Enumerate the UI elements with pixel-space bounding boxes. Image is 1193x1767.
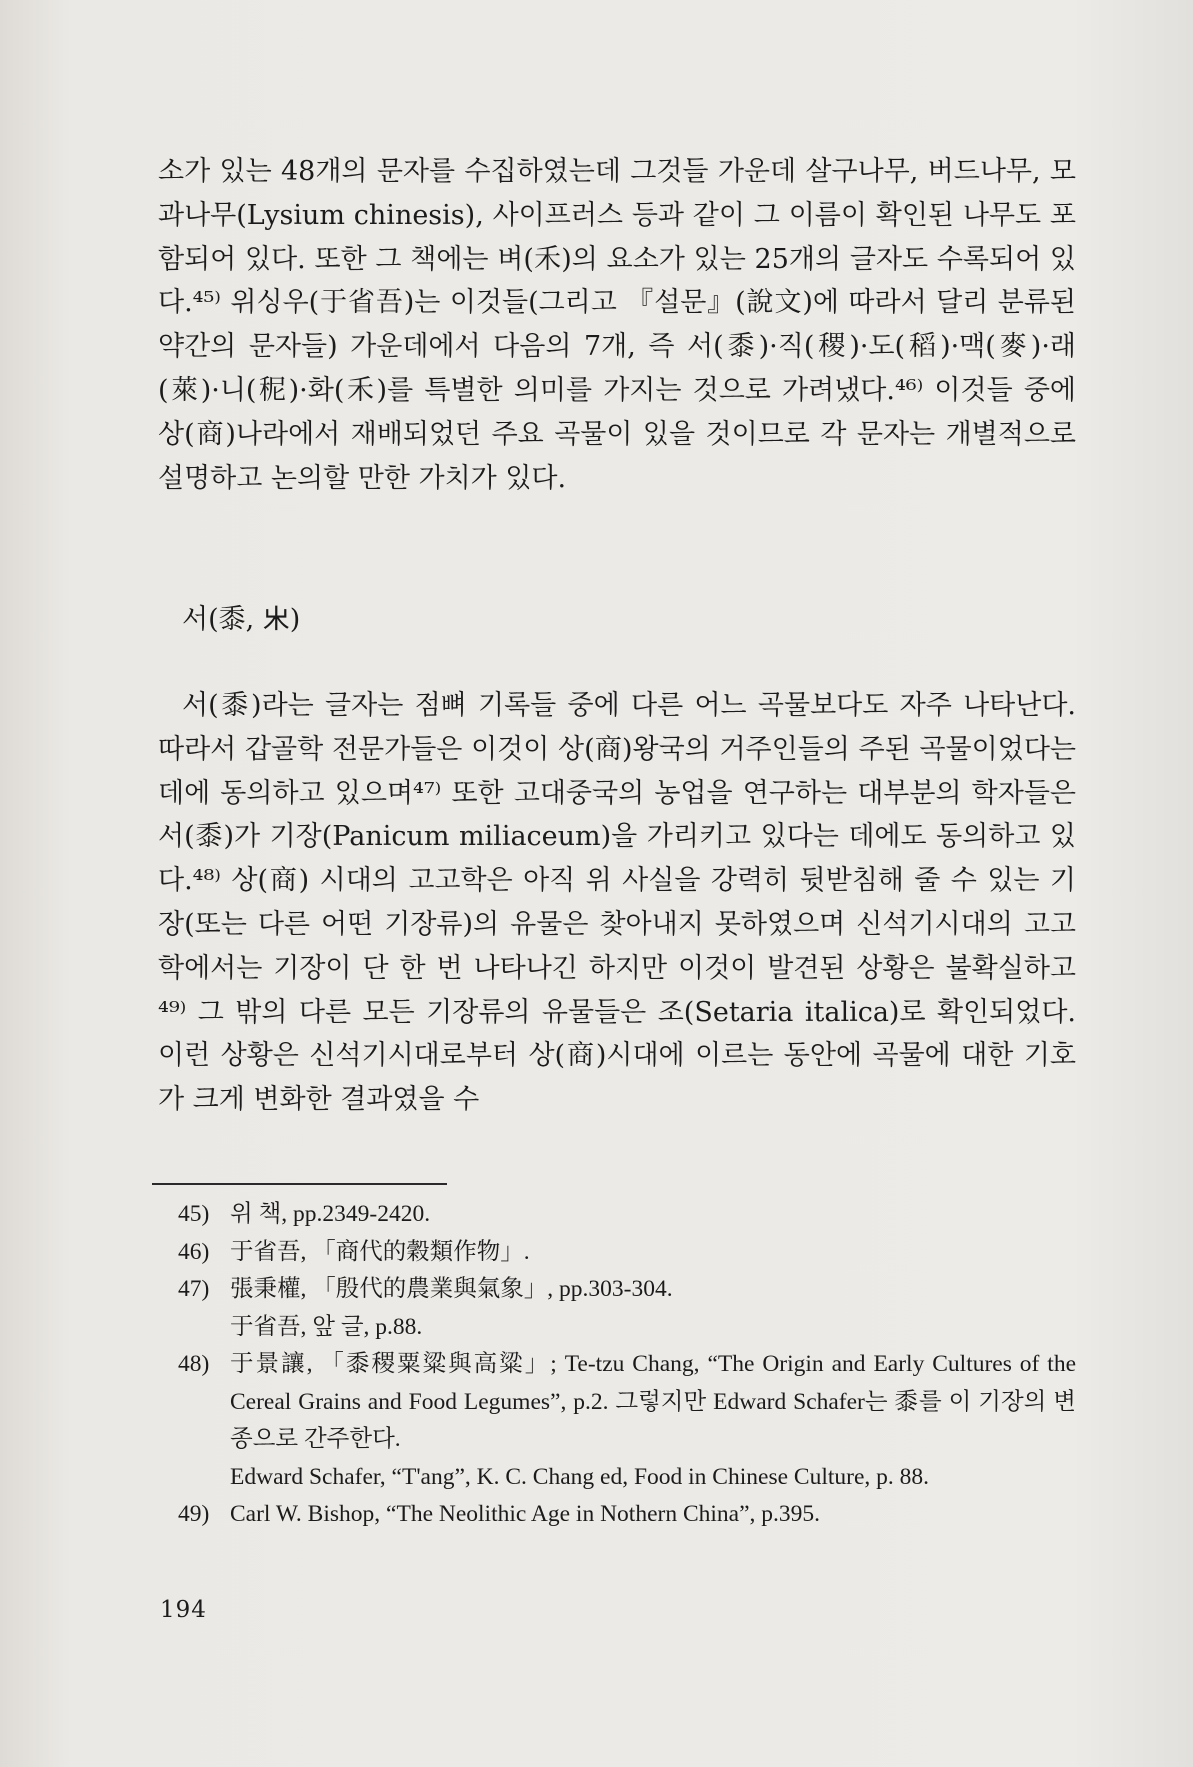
footnote-number: 45) [178, 1201, 210, 1227]
footnote-text [230, 1196, 1076, 1234]
footnote-text [230, 1346, 1076, 1496]
footnote-line: Carl W. Bishop, “The Neolithic Age in Nothern China”, p.395. [230, 1501, 821, 1527]
footnote-45 [178, 1196, 1076, 1234]
paragraph-continued [158, 150, 1076, 500]
footnote-line: 張秉權, 「殷代的農業與氣象」, pp.303-304. [230, 1276, 673, 1302]
footnote-47 [178, 1271, 1076, 1346]
footnote-line: 于省吾, 「商代的穀類作物」. [230, 1238, 530, 1265]
footnote-number: 48) [178, 1351, 210, 1377]
footnote-text [230, 1271, 1076, 1346]
paragraph-text: 소가 있는 48개의 문자를 수집하였는데 그것들 가운데 살구나무, 버드나무, 모과나무(Lysium chinesis), 사이프러스 등과 같이 그 이름이 확인된 나무도 포함되어 있다. 또한 그 책에는 벼(禾)의 요소가 있는 25개의 글자도 수록되어 있다.⁴⁵⁾ 위싱우(于省吾)는 이것들(그리고 『설문』(說文)에 따라서 달리 분류된 약간의 문자들) 가운데에서 다음의 7개, 즉 서(黍)·직(稷)·도(稻)·맥(麥)·래(萊)·니(秜)·화(禾)를 특별한 의미를 가지는 것으로 가려냈다.⁴⁶⁾ 이것들 중에 상(商)나라에서 재배되었던 주요 곡물이 있을 것이므로 각 문자는 개별적으로 설명하고 논의할 만한 가치가 있다. [158, 156, 1076, 494]
footnote-number: 49) [178, 1501, 210, 1527]
page-number: 194 [160, 1597, 207, 1623]
footnote-divider [152, 1183, 447, 1185]
footnote-49 [178, 1496, 1076, 1534]
footnote-number: 47) [178, 1276, 210, 1302]
footnote-line: 위 책, pp.2349-2420. [230, 1201, 431, 1227]
paragraph-text: 서(黍)라는 글자는 점뼈 기록들 중에 다른 어느 곡물보다도 자주 나타난다. 따라서 갑골학 전문가들은 이것이 상(商)왕국의 거주인들의 주된 곡물이었다는 데에 동의하고 있으며⁴⁷⁾ 또한 고대중국의 농업을 연구하는 대부분의 학자들은 서(黍)가 기장(Panicum miliaceum)을 가리키고 있다는 데에도 동의하고 있다.⁴⁸⁾ 상(商) 시대의 고고학은 아직 위 사실을 강력히 뒷받침해 줄 수 있는 기장(또는 다른 어떤 기장류)의 유물은 찾아내지 못하였으며 신석기시대의 고고학에서는 기장이 단 한 번 나타나긴 하지만 이것이 발견된 상황은 불확실하고⁴⁹⁾ 그 밖의 다른 모든 기장류의 유물들은 조(Setaria italica)로 확인되었다. 이런 상황은 신석기시대로부터 상(商)시대에 이르는 동안에 곡물에 대한 기호가 크게 변화한 결과였을 수 [158, 690, 1076, 1116]
section-heading: 서(黍, 𣎵) [182, 604, 301, 635]
footnote-line: Edward Schafer, “T'ang”, K. C. Chang ed, Food in Chinese Culture, p. 88. [230, 1463, 930, 1490]
footnote-46 [178, 1234, 1076, 1272]
footnote-number: 46) [178, 1238, 210, 1265]
footnote-48 [178, 1346, 1076, 1496]
footnote-text [230, 1234, 1076, 1272]
footnote-list [178, 1196, 1076, 1534]
footnote-text [230, 1496, 1076, 1534]
footnote-line: 于景讓, 「黍稷粟粱與高粱」; Te-tzu Chang, “The Origin and Early Cultures of the Cereal Grains and Food Legumes”, p.2. 그렇지만 Edward Schafer는 黍를 이 기장의 변종으로 간주한다. [230, 1351, 1076, 1452]
footnote-line: 于省吾, 앞 글, p.88. [230, 1313, 423, 1340]
paragraph-main [158, 684, 1076, 1122]
